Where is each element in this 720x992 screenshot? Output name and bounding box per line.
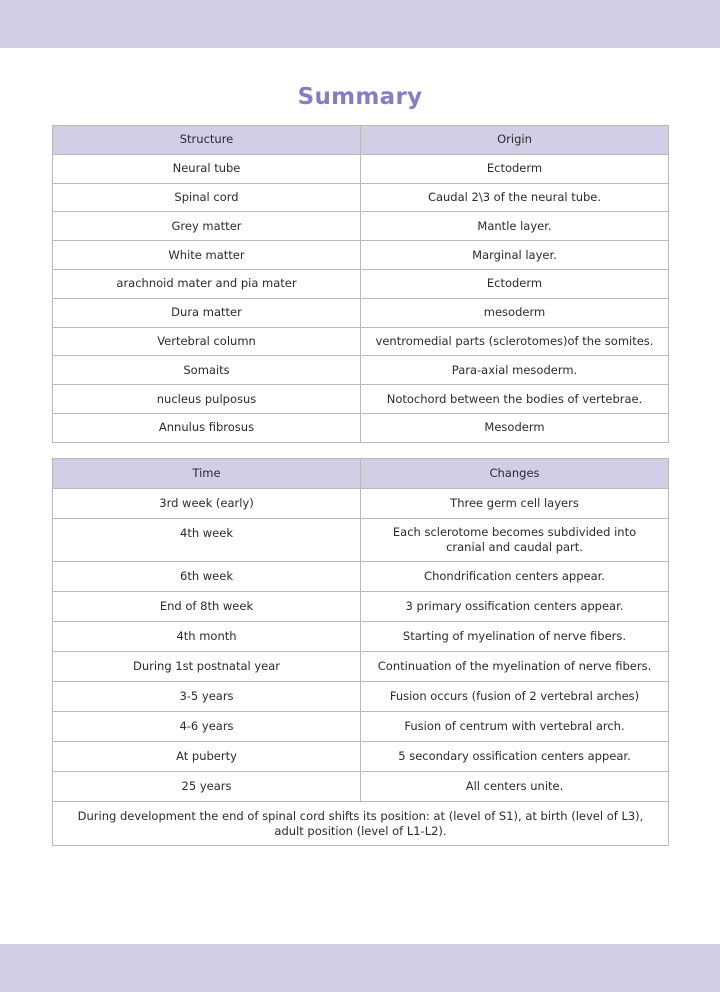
column-header-time: Time	[53, 459, 361, 489]
time-cell: 3rd week (early)	[53, 489, 361, 519]
table-header-row	[53, 459, 669, 489]
page-title: Summary	[297, 84, 423, 110]
changes-cell: Three germ cell layers	[361, 489, 669, 519]
spinal-cord-position-note: During development the end of spinal cord shifts its position: at (level of S1), at birth (level of L3), adult position (level of L1-L2).	[53, 802, 669, 846]
column-header-origin: Origin	[361, 126, 669, 155]
table-row	[53, 652, 669, 682]
structure-cell: Vertebral column	[53, 327, 361, 356]
changes-cell: Fusion occurs (fusion of 2 vertebral arches)	[361, 682, 669, 712]
time-cell: At puberty	[53, 742, 361, 772]
structure-cell: Spinal cord	[53, 183, 361, 212]
origin-cell: Ectoderm	[361, 154, 669, 183]
structure-cell: Neural tube	[53, 154, 361, 183]
table-row	[53, 519, 669, 562]
table-row	[53, 385, 669, 414]
table-row	[53, 269, 669, 298]
structure-cell: arachnoid mater and pia mater	[53, 269, 361, 298]
column-header-changes: Changes	[361, 459, 669, 489]
changes-cell: 3 primary ossification centers appear.	[361, 592, 669, 622]
structure-cell: nucleus pulposus	[53, 385, 361, 414]
table-row	[53, 592, 669, 622]
origin-cell: ventromedial parts (sclerotomes)of the somites.	[361, 327, 669, 356]
time-cell: 25 years	[53, 772, 361, 802]
origin-cell: Marginal layer.	[361, 241, 669, 270]
time-cell: 3-5 years	[53, 682, 361, 712]
column-header-structure: Structure	[53, 126, 361, 155]
structure-cell: Grey matter	[53, 212, 361, 241]
table-row	[53, 489, 669, 519]
changes-cell: Chondrification centers appear.	[361, 562, 669, 592]
time-cell: During 1st postnatal year	[53, 652, 361, 682]
time-cell: 6th week	[53, 562, 361, 592]
table-header-row	[53, 126, 669, 155]
time-cell: 4th month	[53, 622, 361, 652]
origin-cell: Para-axial mesoderm.	[361, 356, 669, 385]
time-cell: 4th week	[53, 519, 361, 562]
table-row	[53, 622, 669, 652]
changes-cell: Each sclerotome becomes subdivided into cranial and caudal part.	[361, 519, 669, 562]
table-row	[53, 712, 669, 742]
table-row	[53, 298, 669, 327]
changes-cell: 5 secondary ossification centers appear.	[361, 742, 669, 772]
structure-cell: Annulus fibrosus	[53, 413, 361, 442]
structure-cell: Somaits	[53, 356, 361, 385]
table-row	[53, 742, 669, 772]
table-row	[53, 212, 669, 241]
table-row	[53, 772, 669, 802]
origin-cell: mesoderm	[361, 298, 669, 327]
structure-cell: Dura matter	[53, 298, 361, 327]
origin-cell: Mesoderm	[361, 413, 669, 442]
table-row	[53, 413, 669, 442]
origin-cell: Mantle layer.	[361, 212, 669, 241]
changes-cell: Continuation of the myelination of nerve fibers.	[361, 652, 669, 682]
table-row	[53, 356, 669, 385]
changes-cell: Fusion of centrum with vertebral arch.	[361, 712, 669, 742]
time-cell: End of 8th week	[53, 592, 361, 622]
changes-cell: Starting of myelination of nerve fibers.	[361, 622, 669, 652]
table-row	[53, 327, 669, 356]
changes-cell: All centers unite.	[361, 772, 669, 802]
top-header-band	[0, 0, 720, 48]
time-cell: 4-6 years	[53, 712, 361, 742]
origin-cell: Ectoderm	[361, 269, 669, 298]
structure-origin-table	[52, 125, 669, 443]
table-row	[53, 154, 669, 183]
table-row	[53, 682, 669, 712]
bottom-footer-band	[0, 944, 720, 992]
table-row	[53, 183, 669, 212]
table-row	[53, 562, 669, 592]
time-changes-table	[52, 458, 669, 846]
table-row	[53, 241, 669, 270]
origin-cell: Notochord between the bodies of vertebrae.	[361, 385, 669, 414]
table-footnote-row	[53, 802, 669, 846]
origin-cell: Caudal 2\3 of the neural tube.	[361, 183, 669, 212]
structure-cell: White matter	[53, 241, 361, 270]
